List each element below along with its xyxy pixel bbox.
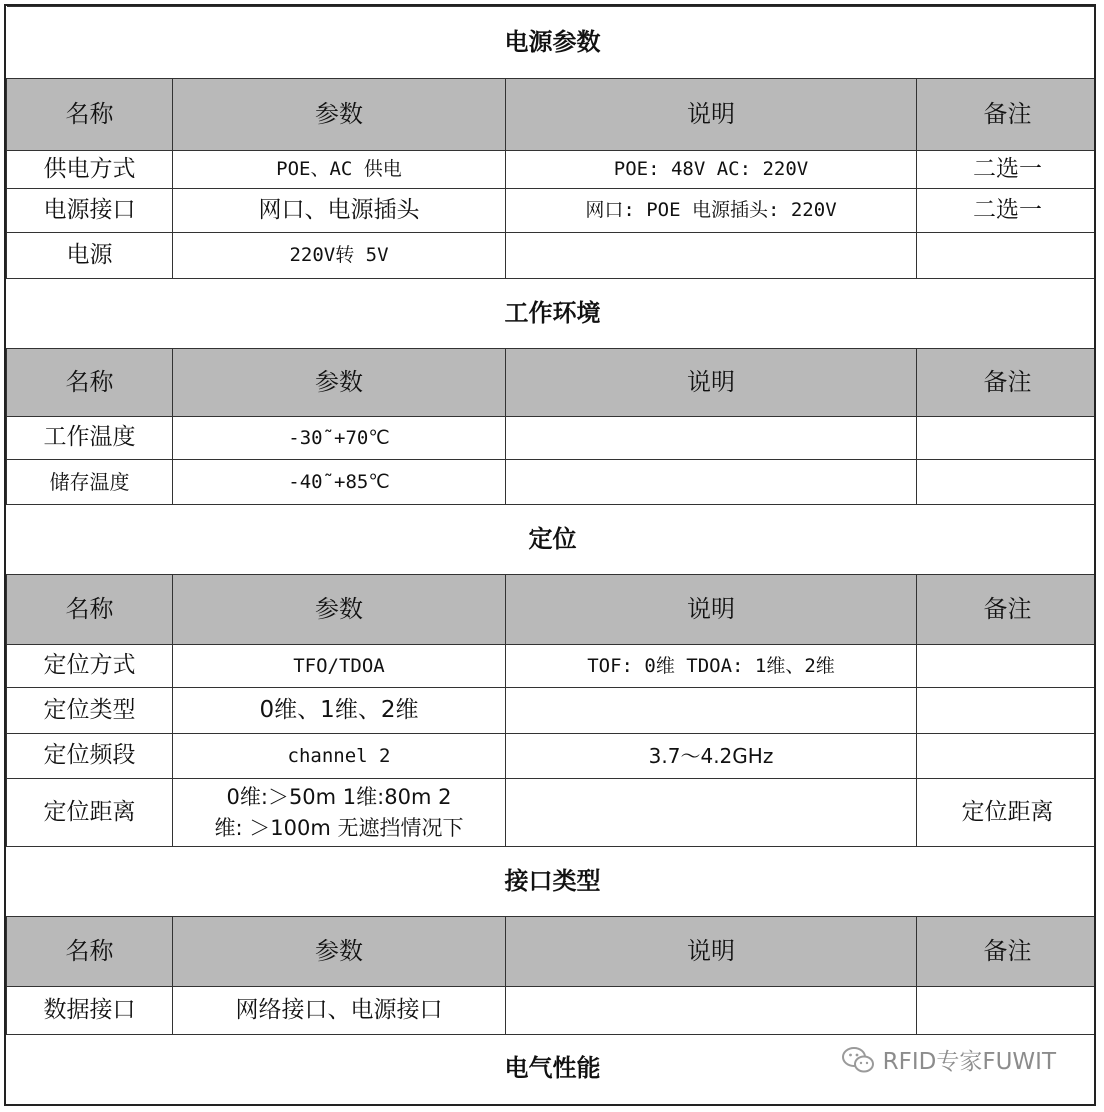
row-note: 定位距离: [917, 779, 1097, 847]
table-row: [7, 233, 1097, 279]
row-desc: [506, 233, 917, 279]
row-note: [917, 688, 1097, 734]
row-note: 二选一: [917, 151, 1097, 189]
row-param: -30˜+70℃: [173, 417, 506, 460]
row-param: 网络接口、电源接口: [173, 987, 506, 1035]
header-name: 名称: [7, 79, 173, 151]
row-desc: [506, 460, 917, 505]
row-desc: [506, 987, 917, 1035]
header-note: 备注: [917, 349, 1097, 417]
section-title-row: [7, 279, 1097, 349]
header-param: 参数: [173, 79, 506, 151]
row-name: 储存温度: [7, 460, 173, 505]
row-note: [917, 233, 1097, 279]
header-row: [7, 79, 1097, 151]
header-desc: 说明: [506, 79, 917, 151]
row-desc: 网口: POE 电源插头: 220V: [506, 189, 917, 233]
section-title-environment: 工作环境: [7, 279, 1097, 349]
row-desc: [506, 779, 917, 847]
section-title-positioning: 定位: [7, 505, 1097, 575]
row-name: 定位频段: [7, 734, 173, 779]
table-row: [7, 151, 1097, 189]
section-title-power: 电源参数: [7, 7, 1097, 79]
row-param: -40˜+85℃: [173, 460, 506, 505]
header-param: 参数: [173, 917, 506, 987]
header-note: 备注: [917, 575, 1097, 645]
section-title-row: [7, 7, 1097, 79]
row-param: 0维、1维、2维: [173, 688, 506, 734]
header-desc: 说明: [506, 575, 917, 645]
header-desc: 说明: [506, 917, 917, 987]
wechat-icon: [841, 1046, 875, 1074]
watermark: [841, 1043, 1056, 1076]
header-desc: 说明: [506, 349, 917, 417]
table-row: [7, 688, 1097, 734]
row-param: [173, 779, 506, 847]
row-name: 定位方式: [7, 645, 173, 688]
row-param: TFO/TDOA: [173, 645, 506, 688]
table-row: [7, 734, 1097, 779]
row-name: 电源: [7, 233, 173, 279]
row-desc: [506, 688, 917, 734]
row-desc: [506, 417, 917, 460]
row-name: 工作温度: [7, 417, 173, 460]
section-title-row: [7, 847, 1097, 917]
row-desc: TOF: 0维 TDOA: 1维、2维: [506, 645, 917, 688]
row-param-line: 维: ＞100m 无遮挡情况下: [214, 815, 464, 840]
row-name: 定位类型: [7, 688, 173, 734]
header-note: 备注: [917, 79, 1097, 151]
row-desc: 3.7～4.2GHz: [506, 734, 917, 779]
row-param: POE、AC 供电: [173, 151, 506, 189]
section-title-electrical: 电气性能: [7, 1035, 1097, 1103]
spec-table-frame: [4, 4, 1096, 1106]
section-title-row: [7, 505, 1097, 575]
row-note: [917, 645, 1097, 688]
table-row: [7, 987, 1097, 1035]
header-row: [7, 349, 1097, 417]
row-name: 供电方式: [7, 151, 173, 189]
spec-table: [6, 6, 1096, 1103]
row-name: 定位距离: [7, 779, 173, 847]
row-note: [917, 417, 1097, 460]
row-param: 220V转 5V: [173, 233, 506, 279]
row-desc: POE: 48V AC: 220V: [506, 151, 917, 189]
header-name: 名称: [7, 917, 173, 987]
table-row: [7, 189, 1097, 233]
row-note: [917, 987, 1097, 1035]
section-title-interface: 接口类型: [7, 847, 1097, 917]
row-param: channel 2: [173, 734, 506, 779]
header-param: 参数: [173, 349, 506, 417]
row-note: [917, 734, 1097, 779]
table-row: [7, 460, 1097, 505]
table-row: [7, 417, 1097, 460]
table-row: [7, 779, 1097, 847]
table-row: [7, 645, 1097, 688]
row-param-line: 0维:＞50m 1维:80m 2: [226, 785, 452, 810]
row-note: [917, 460, 1097, 505]
watermark-text: RFID专家FUWIT: [882, 1049, 1056, 1075]
row-name: 电源接口: [7, 189, 173, 233]
row-note: 二选一: [917, 189, 1097, 233]
row-param: 网口、电源插头: [173, 189, 506, 233]
row-name: 数据接口: [7, 987, 173, 1035]
header-param: 参数: [173, 575, 506, 645]
header-note: 备注: [917, 917, 1097, 987]
header-row: [7, 917, 1097, 987]
header-row: [7, 575, 1097, 645]
header-name: 名称: [7, 575, 173, 645]
header-name: 名称: [7, 349, 173, 417]
